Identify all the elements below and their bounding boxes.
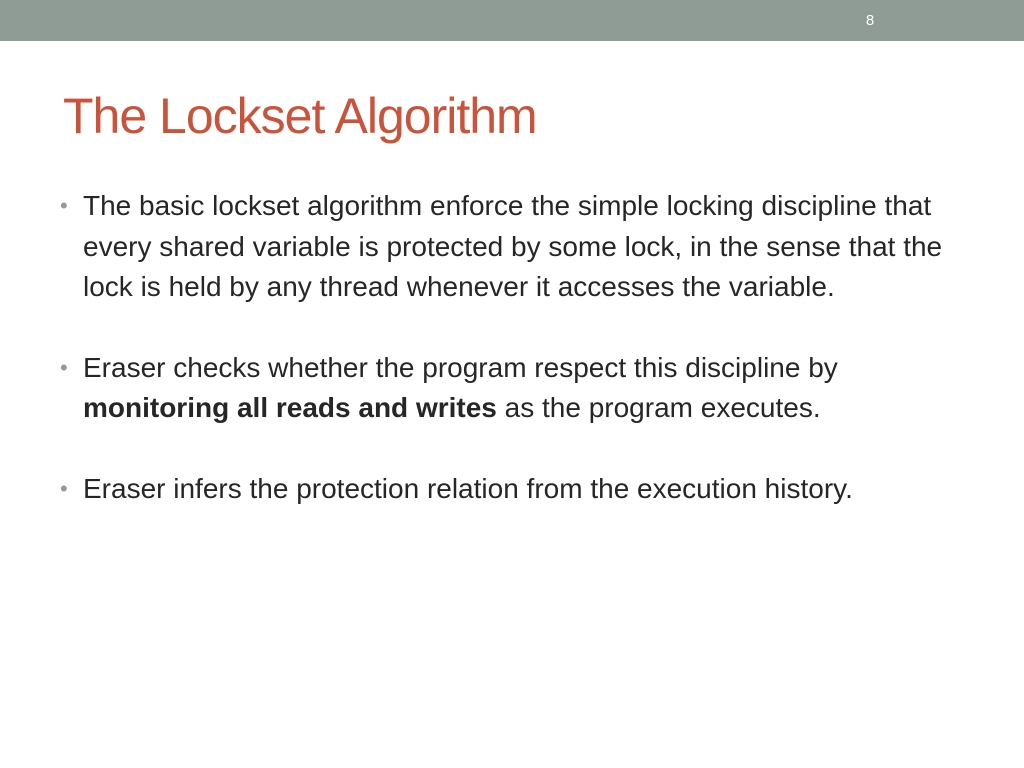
bullet-item: [60, 348, 980, 429]
bullet-text-emphasis: monitoring all reads and writes: [83, 392, 497, 423]
slide-number: 8: [865, 12, 875, 29]
bullet-text: The basic lockset algorithm enforce the simple locking discipline that every shared variable is protected by some lock, in the sense that the lock is held by any thread whenever it accesses the variable.: [83, 190, 943, 302]
bullet-list: [60, 186, 980, 549]
bullet-item: [60, 186, 980, 308]
bullet-text-start: Eraser checks whether the program respect this discipline by: [83, 351, 838, 383]
header-bar: [0, 0, 1024, 41]
bullet-text: [83, 352, 838, 424]
bullet-icon: •: [60, 354, 68, 380]
slide-title: The Lockset Algorithm: [63, 88, 537, 144]
bullet-item: [60, 469, 980, 510]
bullet-icon: •: [60, 475, 68, 501]
bullet-icon: •: [60, 193, 68, 218]
bullet-text: Eraser infers the protection relation from the execution history.: [83, 472, 853, 504]
bullet-text-end: as the program executes.: [496, 392, 821, 423]
